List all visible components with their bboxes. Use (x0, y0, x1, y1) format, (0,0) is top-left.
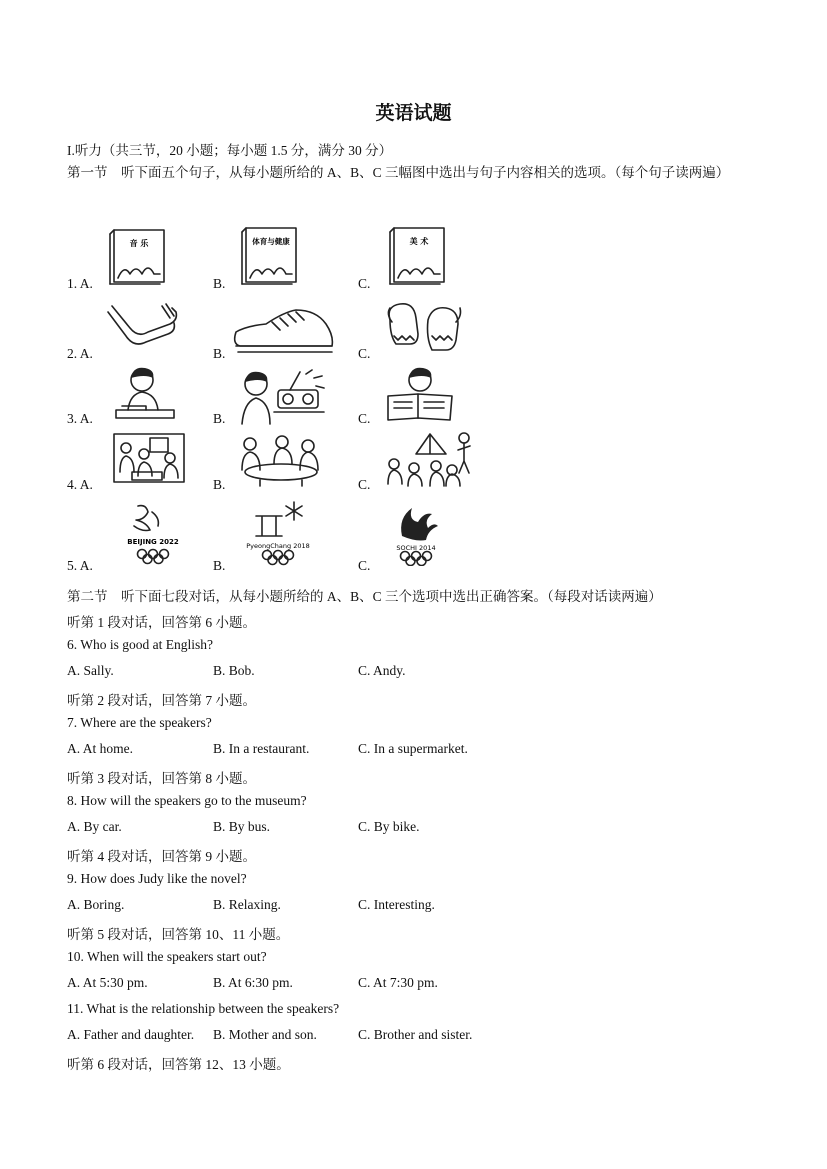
q3-label-c: C. (358, 411, 371, 426)
q4-label-b: B. (213, 477, 226, 492)
music-book-image (108, 228, 168, 286)
q11-option-b: B. Mother and son. (213, 1027, 317, 1042)
section-header: I.听力（共三节，20 小题；每小题 1.5 分，满分 30 分） (67, 143, 393, 158)
q2-label-c: C. (358, 346, 371, 361)
dialogue-1-intro: 听第 1 段对话，回答第 6 小题。 (67, 615, 256, 630)
q11-option-c: C. Brother and sister. (358, 1027, 473, 1042)
q4-label-c: C. (358, 477, 371, 492)
family-at-home-image (110, 432, 188, 486)
q8-option-a: A. By car. (67, 819, 122, 834)
pe-book-image (240, 226, 300, 286)
art-book-label: 美 术 (409, 237, 429, 246)
dialogue-4-intro: 听第 4 段对话，回答第 9 小题。 (67, 849, 256, 864)
beijing-2022-logo (122, 502, 184, 566)
q6-option-c: C. Andy. (358, 663, 406, 678)
boy-reading-newspaper-image (384, 366, 456, 424)
q1-label-a: 1. A. (67, 276, 93, 291)
question-7: 7. Where are the speakers? (67, 715, 212, 730)
question-11: 11. What is the relationship between the speakers? (67, 1001, 340, 1016)
shoe-image (232, 302, 336, 358)
q10-option-c: C. At 7:30 pm. (358, 975, 438, 990)
q5-label-a: 5. A. (67, 558, 93, 573)
q10-option-b: B. At 6:30 pm. (213, 975, 293, 990)
pyeongchang-logo-text: PyeongChang 2018 (246, 542, 310, 550)
dialogue-3-intro: 听第 3 段对话，回答第 8 小题。 (67, 771, 256, 786)
sochi-2014-logo (388, 504, 444, 566)
question-6: 6. Who is good at English? (67, 637, 213, 652)
q9-option-c: C. Interesting. (358, 897, 435, 912)
q8-option-c: C. By bike. (358, 819, 420, 834)
family-dinner-image (236, 430, 326, 488)
q2-label-a: 2. A. (67, 346, 93, 361)
boy-with-radio-image (236, 366, 328, 426)
part1-instruction: 第一节 听下面五个句子，从每小题所给的 A、B、C 三幅图中选出与句子内容相关的选项。（每个句子读两遍） (67, 165, 730, 180)
dialogue-6-intro: 听第 6 段对话，回答第 12、13 小题。 (67, 1057, 290, 1072)
q11-option-a: A. Father and daughter. (67, 1027, 195, 1042)
q6-option-a: A. Sally. (67, 663, 114, 678)
q7-option-b: B. In a restaurant. (213, 741, 310, 756)
q9-option-a: A. Boring. (67, 897, 125, 912)
mittens-image (384, 300, 464, 358)
page-title: 英语试题 (375, 102, 452, 124)
sochi-logo-text: SOCHI 2014 (396, 544, 436, 552)
boy-at-desk-image (112, 366, 178, 424)
q1-label-b: B. (213, 276, 226, 291)
q4-label-a: 4. A. (67, 477, 93, 492)
q7-option-a: A. At home. (67, 741, 133, 756)
q5-label-c: C. (358, 558, 371, 573)
socks-image (104, 302, 180, 354)
art-book-image (388, 226, 448, 286)
music-book-label: 音 乐 (129, 239, 149, 248)
question-8: 8. How will the speakers go to the museum? (67, 793, 307, 808)
beijing-logo-text: BEIJING 2022 (127, 538, 179, 546)
q6-option-b: B. Bob. (213, 663, 255, 678)
q2-label-b: B. (213, 346, 226, 361)
q9-option-b: B. Relaxing. (213, 897, 281, 912)
q5-label-b: B. (213, 558, 226, 573)
pyeongchang-2018-logo (238, 498, 318, 566)
dialogue-5-intro: 听第 5 段对话，回答第 10、11 小题。 (67, 927, 290, 942)
dialogue-2-intro: 听第 2 段对话，回答第 7 小题。 (67, 693, 256, 708)
question-9: 9. How does Judy like the novel? (67, 871, 247, 886)
q3-label-a: 3. A. (67, 411, 93, 426)
camping-image (382, 428, 478, 488)
question-10: 10. When will the speakers start out? (67, 949, 267, 964)
q7-option-c: C. In a supermarket. (358, 741, 468, 756)
pe-book-label: 体育与健康 (252, 237, 290, 246)
part2-instruction: 第二节 听下面七段对话，从每小题所给的 A、B、C 三个选项中选出正确答案。（每段对话读两遍） (67, 589, 662, 604)
q8-option-b: B. By bus. (213, 819, 271, 834)
q10-option-a: A. At 5:30 pm. (67, 975, 148, 990)
q1-label-c: C. (358, 276, 371, 291)
q3-label-b: B. (213, 411, 226, 426)
